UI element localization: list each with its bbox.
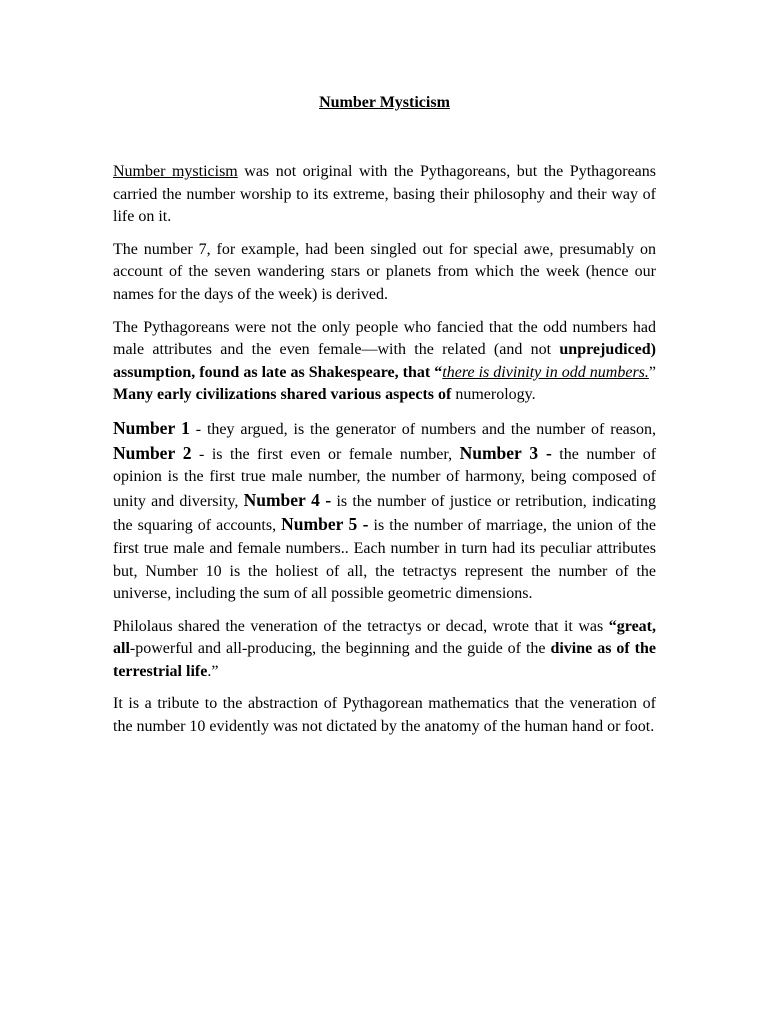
text-run: The number 7, for example, had been singled out for special awe, presumably on account of the seven wandering stars or planets from which the week (hence our names for the days of the week) is derived. [113, 240, 656, 303]
paragraph-1 [113, 161, 656, 229]
text-run: Number 5 - [281, 514, 369, 535]
text-run: is the number of justice or retribution, indicating the squaring of accounts, [113, 492, 656, 535]
text-run: - is the first even or female number, [191, 445, 460, 463]
text-run: unprejudiced) assumption, found as late as Shakespeare, that “ [113, 341, 656, 381]
paragraph-6 [113, 693, 656, 738]
text-run: - they argued, is the generator of numbers and the number of reason, [189, 420, 657, 438]
paragraph-5 [113, 616, 656, 684]
paragraph-3 [113, 317, 656, 407]
document-page [113, 92, 656, 749]
text-run: divine as of the terrestrial life [113, 640, 656, 680]
text-run: Philolaus shared the veneration of the tetractys or decad, wrote that it was [113, 617, 609, 635]
paragraph-2 [113, 239, 656, 307]
text-run: Number mysticism [113, 163, 238, 180]
text-run: Number 3 - [459, 442, 552, 463]
text-run: It is a tribute to the abstraction of Pythagorean mathematics that the veneration of the number 10 evidently was not dictated by the anatomy of the human hand or foot. [113, 695, 656, 736]
page-title: Number Mysticism [319, 94, 450, 111]
text-run: -powerful and all-producing, the beginning and the guide of the [129, 640, 551, 658]
text-run: .” [207, 662, 219, 680]
text-run: The Pythagoreans were not the only people who fancied that the odd numbers had male attributes and the even female—with the related (and not [113, 318, 656, 359]
text-run: is the number of marriage, the union of the first true male and female numbers.. Each number in turn had its peculiar attributes but, Number 10 is the holiest of all, the tetractys represent the number of the universe, including the sum of all possible geometric dimensions. [113, 517, 657, 603]
text-run: numerology. [451, 386, 536, 404]
text-run: Many early civilizations shared various aspects of [113, 386, 452, 404]
text-run: there is divinity in odd numbers. [442, 363, 649, 381]
text-run: “great, all [113, 617, 656, 658]
paragraph-4 [113, 417, 656, 606]
text-run: Number 1 [113, 417, 190, 438]
text-run: ” [648, 363, 657, 381]
text-run: was not original with the Pythagoreans, but the Pythagoreans carried the number worship to its extreme, basing their philosophy and their way of life on it. [113, 163, 657, 226]
text-run: Number 4 - [243, 489, 332, 510]
document-body [113, 161, 656, 739]
text-run: Number 2 [113, 442, 192, 463]
text-run: the number of opinion is the first true male number, the number of harmony, being composed of unity and diversity, [113, 445, 657, 510]
